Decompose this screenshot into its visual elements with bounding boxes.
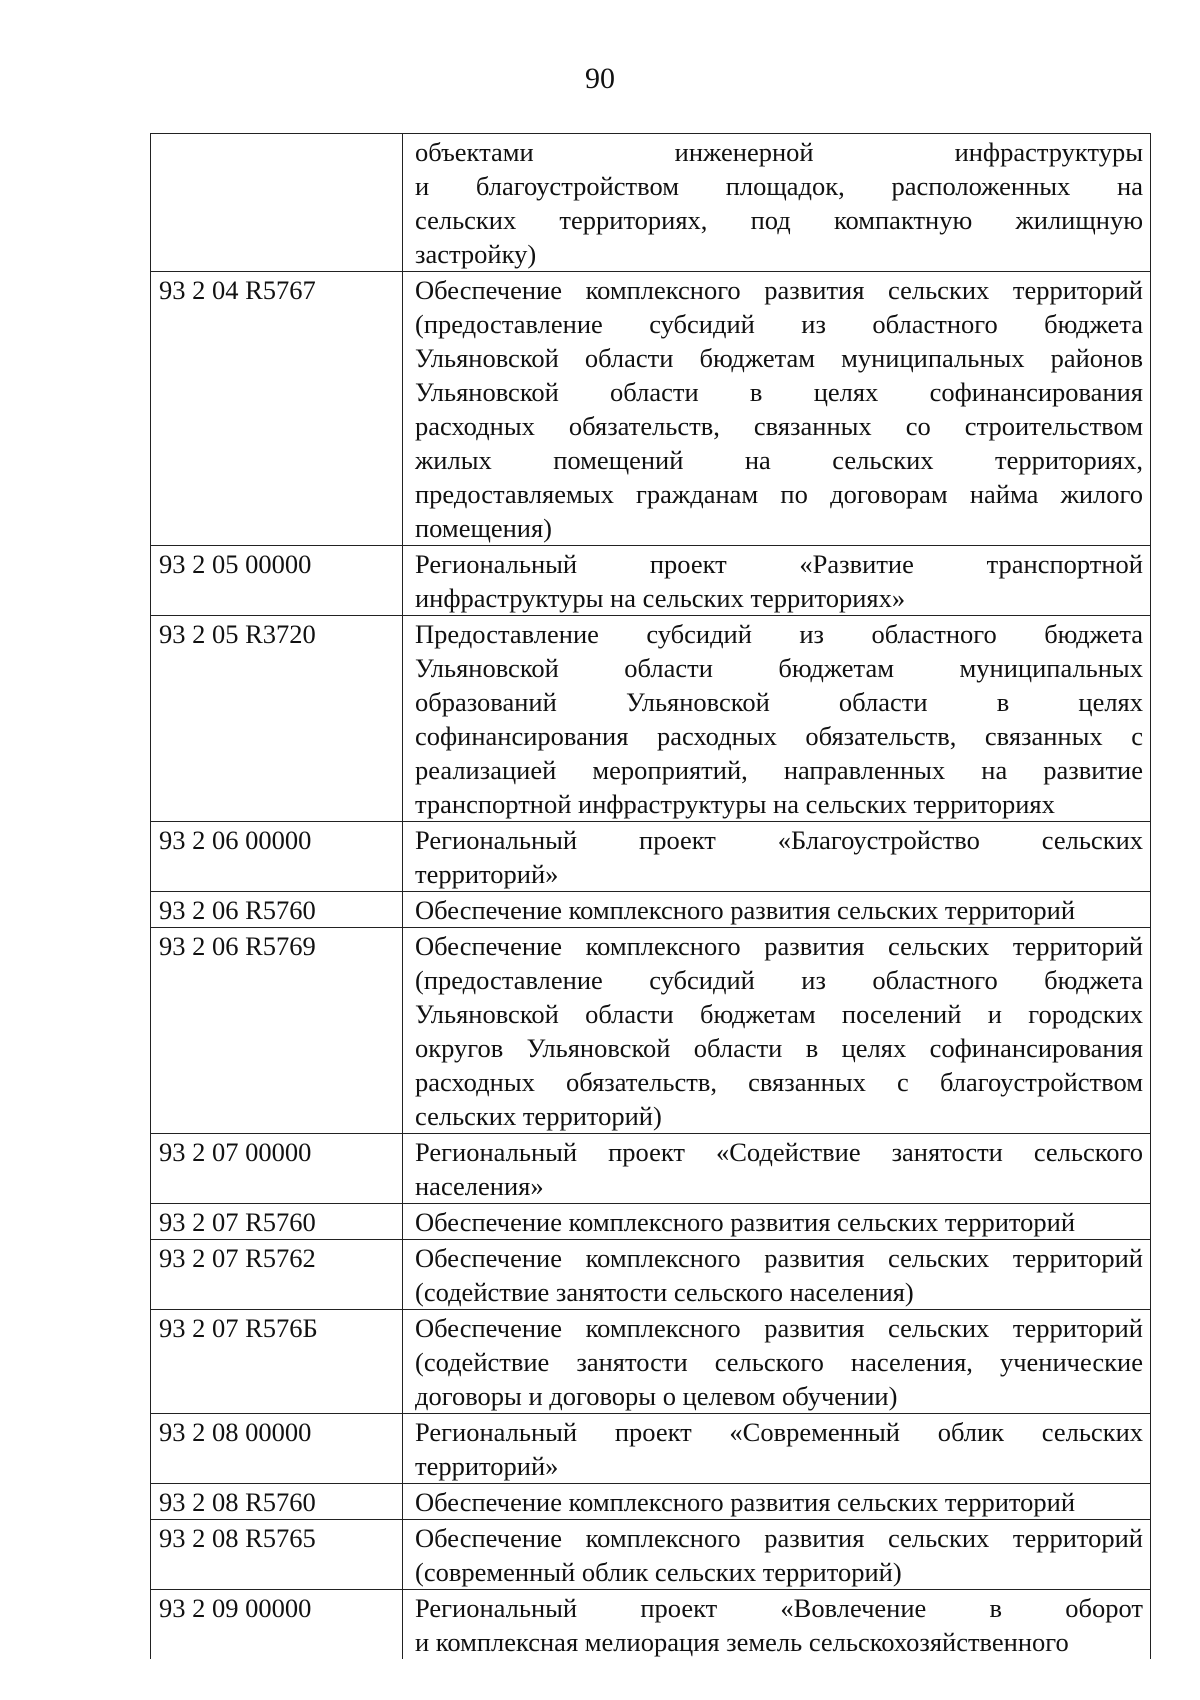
table-row: [151, 134, 1151, 272]
description-line: Обеспечение комплексного развития сельских территорий: [415, 1207, 1076, 1237]
description-line: территорий»: [415, 1451, 559, 1481]
classification-code-cell: 93 2 08 R5765: [151, 1520, 403, 1590]
description-line: Обеспечение комплексного развития сельских территорий: [415, 895, 1076, 925]
description-cell: [403, 822, 1151, 892]
description-line: Обеспечение комплексного развития сельских территорий: [415, 1243, 1143, 1273]
description-line: (предоставление субсидий из областного бюджета: [415, 965, 1143, 995]
classification-code-cell: 93 2 05 00000: [151, 546, 403, 616]
table-body: [151, 134, 1151, 1660]
table-row: [151, 1134, 1151, 1204]
description-cell: [403, 134, 1151, 272]
table-row: [151, 272, 1151, 546]
classification-code-cell: 93 2 06 R5760: [151, 892, 403, 928]
classification-code-cell: [151, 134, 403, 272]
description-line: Региональный проект «Содействие занятости сельского: [415, 1137, 1143, 1167]
description-line: Ульяновской области в целях софинансирования: [415, 377, 1143, 407]
table-row: [151, 1204, 1151, 1240]
table-row: [151, 892, 1151, 928]
description-cell: [403, 1134, 1151, 1204]
description-line: реализацией мероприятий, направленных на развитие: [415, 755, 1143, 785]
classification-code-cell: 93 2 07 00000: [151, 1134, 403, 1204]
description-line: населения»: [415, 1171, 544, 1201]
description-line: (содействие занятости сельского населения): [415, 1277, 914, 1307]
classification-code-cell: 93 2 04 R5767: [151, 272, 403, 546]
description-line: образований Ульяновской области в целях: [415, 687, 1143, 717]
table-row: [151, 1484, 1151, 1520]
description-line: территорий»: [415, 859, 559, 889]
description-line: (содействие занятости сельского населения, ученические: [415, 1347, 1143, 1377]
page-number: 90: [585, 62, 615, 95]
classification-code-cell: 93 2 07 R576Б: [151, 1310, 403, 1414]
description-line: Предоставление субсидий из областного бюджета: [415, 619, 1143, 649]
table-row: [151, 928, 1151, 1134]
description-line: (предоставление субсидий из областного бюджета: [415, 309, 1143, 339]
table-row: [151, 546, 1151, 616]
description-line: (современный облик сельских территорий): [415, 1557, 902, 1587]
description-line: Обеспечение комплексного развития сельских территорий: [415, 275, 1143, 305]
table-row: [151, 616, 1151, 822]
description-line: помещения): [415, 513, 553, 543]
description-line: сельских территорий): [415, 1101, 662, 1131]
table-row: [151, 1414, 1151, 1484]
description-line: Ульяновской области бюджетам муниципальных: [415, 653, 1143, 683]
description-line: софинансирования расходных обязательств, связанных с: [415, 721, 1143, 751]
classification-code-cell: 93 2 06 R5769: [151, 928, 403, 1134]
classification-code-cell: 93 2 09 00000: [151, 1590, 403, 1660]
description-line: Ульяновской области бюджетам поселений и городских: [415, 999, 1143, 1029]
description-cell: [403, 1240, 1151, 1310]
description-cell: [403, 546, 1151, 616]
description-line: транспортной инфраструктуры на сельских территориях: [415, 789, 1055, 819]
table-row: [151, 1590, 1151, 1660]
description-cell: [403, 1204, 1151, 1240]
description-line: сельских территориях, под компактную жилищную: [415, 205, 1143, 235]
table-row: [151, 822, 1151, 892]
description-line: Обеспечение комплексного развития сельских территорий: [415, 931, 1143, 961]
description-line: Обеспечение комплексного развития сельских территорий: [415, 1487, 1076, 1517]
description-cell: [403, 1414, 1151, 1484]
table-row: [151, 1240, 1151, 1310]
description-cell: [403, 892, 1151, 928]
description-line: и комплексная мелиорация земель сельскохозяйственного: [415, 1627, 1069, 1657]
description-line: договоры и договоры о целевом обучении): [415, 1381, 898, 1411]
description-cell: [403, 616, 1151, 822]
description-cell: [403, 1590, 1151, 1660]
classification-code-cell: 93 2 05 R3720: [151, 616, 403, 822]
description-cell: [403, 1520, 1151, 1590]
description-line: Региональный проект «Современный облик сельских: [415, 1417, 1143, 1447]
description-line: объектами инженерной инфраструктуры: [415, 137, 1143, 167]
description-cell: [403, 272, 1151, 546]
classification-code-cell: 93 2 06 00000: [151, 822, 403, 892]
classification-code-cell: 93 2 07 R5762: [151, 1240, 403, 1310]
classification-code-cell: 93 2 08 00000: [151, 1414, 403, 1484]
description-cell: [403, 1484, 1151, 1520]
description-line: предоставляемых гражданам по договорам найма жилого: [415, 479, 1143, 509]
description-line: Региональный проект «Развитие транспортной: [415, 549, 1143, 579]
description-line: Региональный проект «Вовлечение в оборот: [415, 1593, 1143, 1623]
description-line: округов Ульяновской области в целях софинансирования: [415, 1033, 1143, 1063]
description-line: и благоустройством площадок, расположенных на: [415, 171, 1143, 201]
description-line: застройку): [415, 239, 537, 269]
classification-code-cell: 93 2 07 R5760: [151, 1204, 403, 1240]
description-cell: [403, 928, 1151, 1134]
description-line: инфраструктуры на сельских территориях»: [415, 583, 906, 613]
description-line: Региональный проект «Благоустройство сельских: [415, 825, 1143, 855]
table-row: [151, 1310, 1151, 1414]
classification-code-cell: 93 2 08 R5760: [151, 1484, 403, 1520]
description-line: Обеспечение комплексного развития сельских территорий: [415, 1313, 1143, 1343]
description-line: жилых помещений на сельских территориях,: [415, 445, 1143, 475]
description-line: Обеспечение комплексного развития сельских территорий: [415, 1523, 1143, 1553]
description-line: Ульяновской области бюджетам муниципальных районов: [415, 343, 1143, 373]
table-row: [151, 1520, 1151, 1590]
budget-classification-table: [150, 133, 1151, 1659]
description-cell: [403, 1310, 1151, 1414]
description-line: расходных обязательств, связанных со строительством: [415, 411, 1143, 441]
description-line: расходных обязательств, связанных с благоустройством: [415, 1067, 1143, 1097]
